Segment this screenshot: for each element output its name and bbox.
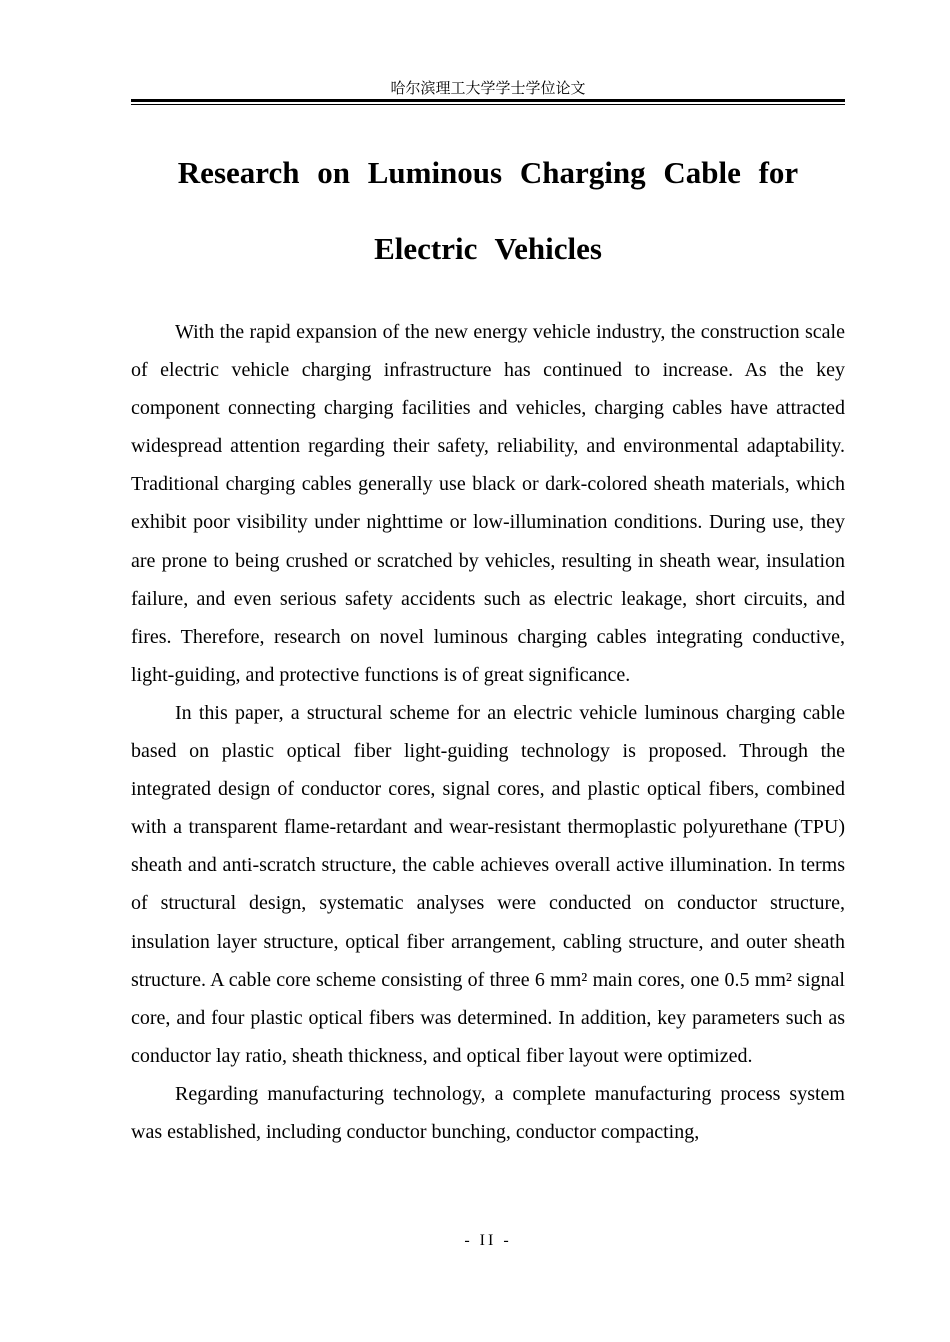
abstract-paragraph-2: In this paper, a structural scheme for an electric vehicle luminous charging cable based on plastic optical fiber light-guiding technology is proposed. Through the integrated design of conductor cores, signal cores, and plastic optical fibers, combined with a transparent flame-retardant and wear-resistant thermoplastic polyurethane (TPU) sheath and anti-scratch structure, the cable achieves overall active illumination. In terms of structural design, systematic analyses were conducted on conductor structure, insulation layer structure, optical fiber arrangement, cabling structure, and outer sheath structure. A cable core scheme consisting of three 6 mm² main cores, one 0.5 mm² signal core, and four plastic optical fibers was determined. In addition, key parameters such as conductor lay ratio, sheath thickness, and optical fiber layout were optimized.	[131, 701, 845, 1067]
paper-title	[131, 135, 845, 287]
abstract-body	[131, 313, 845, 1151]
header-rule-thin	[131, 104, 845, 105]
running-header: 哈尔滨理工大学学士学位论文	[390, 79, 586, 97]
page-number: - II -	[464, 1232, 512, 1249]
header-rule-thick	[131, 99, 845, 102]
abstract-paragraph-3: Regarding manufacturing technology, a complete manufacturing process system was established, including conductor bunching, conductor compacting,	[131, 1082, 845, 1143]
abstract-paragraph-1: With the rapid expansion of the new energy vehicle industry, the construction scale of electric vehicle charging infrastructure has continued to increase. As the key component connecting charging facilities and vehicles, charging cables have attracted widespread attention regarding their safety, reliability, and environmental adaptability. Traditional charging cables generally use black or dark-colored sheath materials, which exhibit poor visibility under nighttime or low-illumination conditions. During use, they are prone to being crushed or scratched by vehicles, resulting in sheath wear, insulation failure, and even serious safety accidents such as electric leakage, short circuits, and fires. Therefore, research on novel luminous charging cables integrating conductive, light-guiding, and protective functions is of great significance.	[131, 321, 845, 686]
title-line-2: Electric Vehicles	[374, 231, 602, 266]
title-line-1: Research on Luminous Charging Cable for	[177, 155, 799, 190]
